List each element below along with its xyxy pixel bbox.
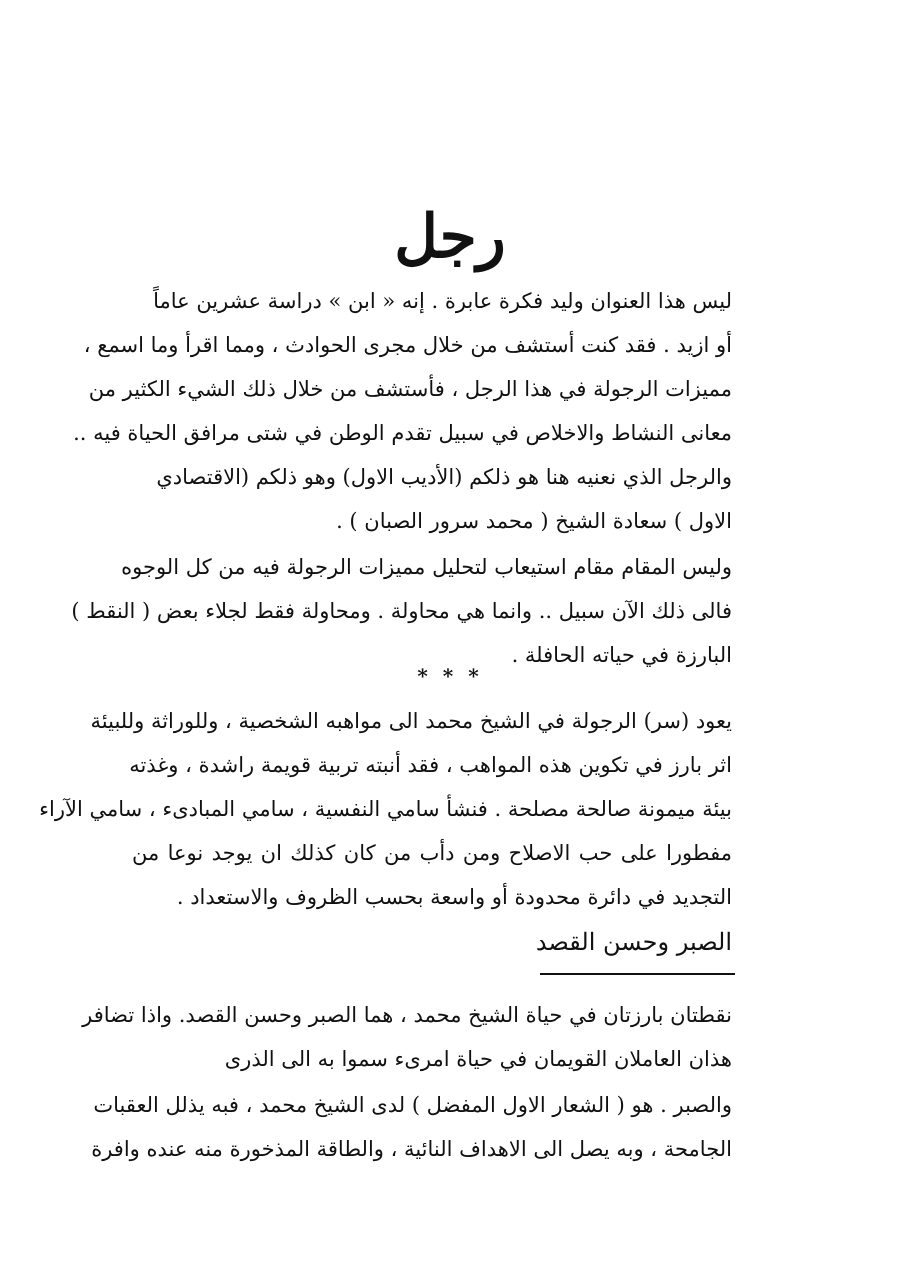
subheading-underline bbox=[540, 973, 735, 975]
text-line: فالى ذلك الآن سبيل .. وانما هي محاولة . ومحاولة فقط لجلاء بعض ( النقط ) bbox=[71, 599, 732, 623]
page-title: رجل bbox=[394, 202, 506, 272]
text-line: أو ازيد . فقد كنت أستشف من خلال مجرى الحوادث ، ومما اقرأ وما اسمع ، bbox=[83, 333, 732, 357]
text-line: مفطورا على حب الاصلاح ومن دأب من كان كذلك ان يوجد نوعا من bbox=[132, 841, 732, 865]
text-line: يعود (سر) الرجولة في الشيخ محمد الى مواهبه الشخصية ، وللوراثة وللبيئة bbox=[90, 709, 732, 733]
text-line: ليس هذا العنوان وليد فكرة عابرة . إنه « ابن » دراسة عشرين عاماً bbox=[153, 289, 732, 313]
text-line: الاول ) سعادة الشيخ ( محمد سرور الصبان ) . bbox=[336, 509, 732, 533]
text-line: الجامحة ، وبه يصل الى الاهداف النائية ، والطاقة المذخورة منه عنده وافرة bbox=[91, 1137, 732, 1161]
text-line: معانى النشاط والاخلاص في سبيل تقدم الوطن في شتى مرافق الحياة فيه .. bbox=[73, 421, 732, 445]
text-line: التجديد في دائرة محدودة أو واسعة بحسب الظروف والاستعداد . bbox=[176, 885, 732, 909]
text-line: مميزات الرجولة في هذا الرجل ، فأستشف من خلال ذلك الشيء الكثير من bbox=[88, 377, 732, 401]
text-line: هذان العاملان القويمان في حياة امرىء سموا به الى الذرى bbox=[224, 1047, 732, 1071]
text-line: والرجل الذي نعنيه هنا هو ذلكم (الأديب الاول) وهو ذلكم (الاقتصادي bbox=[156, 465, 732, 489]
text-line: البارزة في حياته الحافلة . bbox=[511, 643, 732, 667]
text-line: وليس المقام مقام استيعاب لتحليل مميزات الرجولة فيه من كل الوجوه bbox=[121, 555, 732, 579]
text-line: والصبر . هو ( الشعار الاول المفضل ) لدى الشيخ محمد ، فبه يذلل العقبات bbox=[93, 1093, 732, 1117]
section-separator: * * * bbox=[417, 664, 483, 688]
text-line: بيئة ميمونة صالحة مصلحة . فنشأ سامي النفسية ، سامي المبادىء ، سامي الآراء bbox=[39, 797, 732, 821]
section-subheading: الصبر وحسن القصد bbox=[535, 928, 732, 956]
text-line: نقطتان بارزتان في حياة الشيخ محمد ، هما الصبر وحسن القصد. واذا تضافر bbox=[82, 1003, 732, 1027]
text-line: اثر بارز في تكوين هذه المواهب ، فقد أنبته تربية قويمة راشدة ، وغذته bbox=[129, 753, 732, 777]
